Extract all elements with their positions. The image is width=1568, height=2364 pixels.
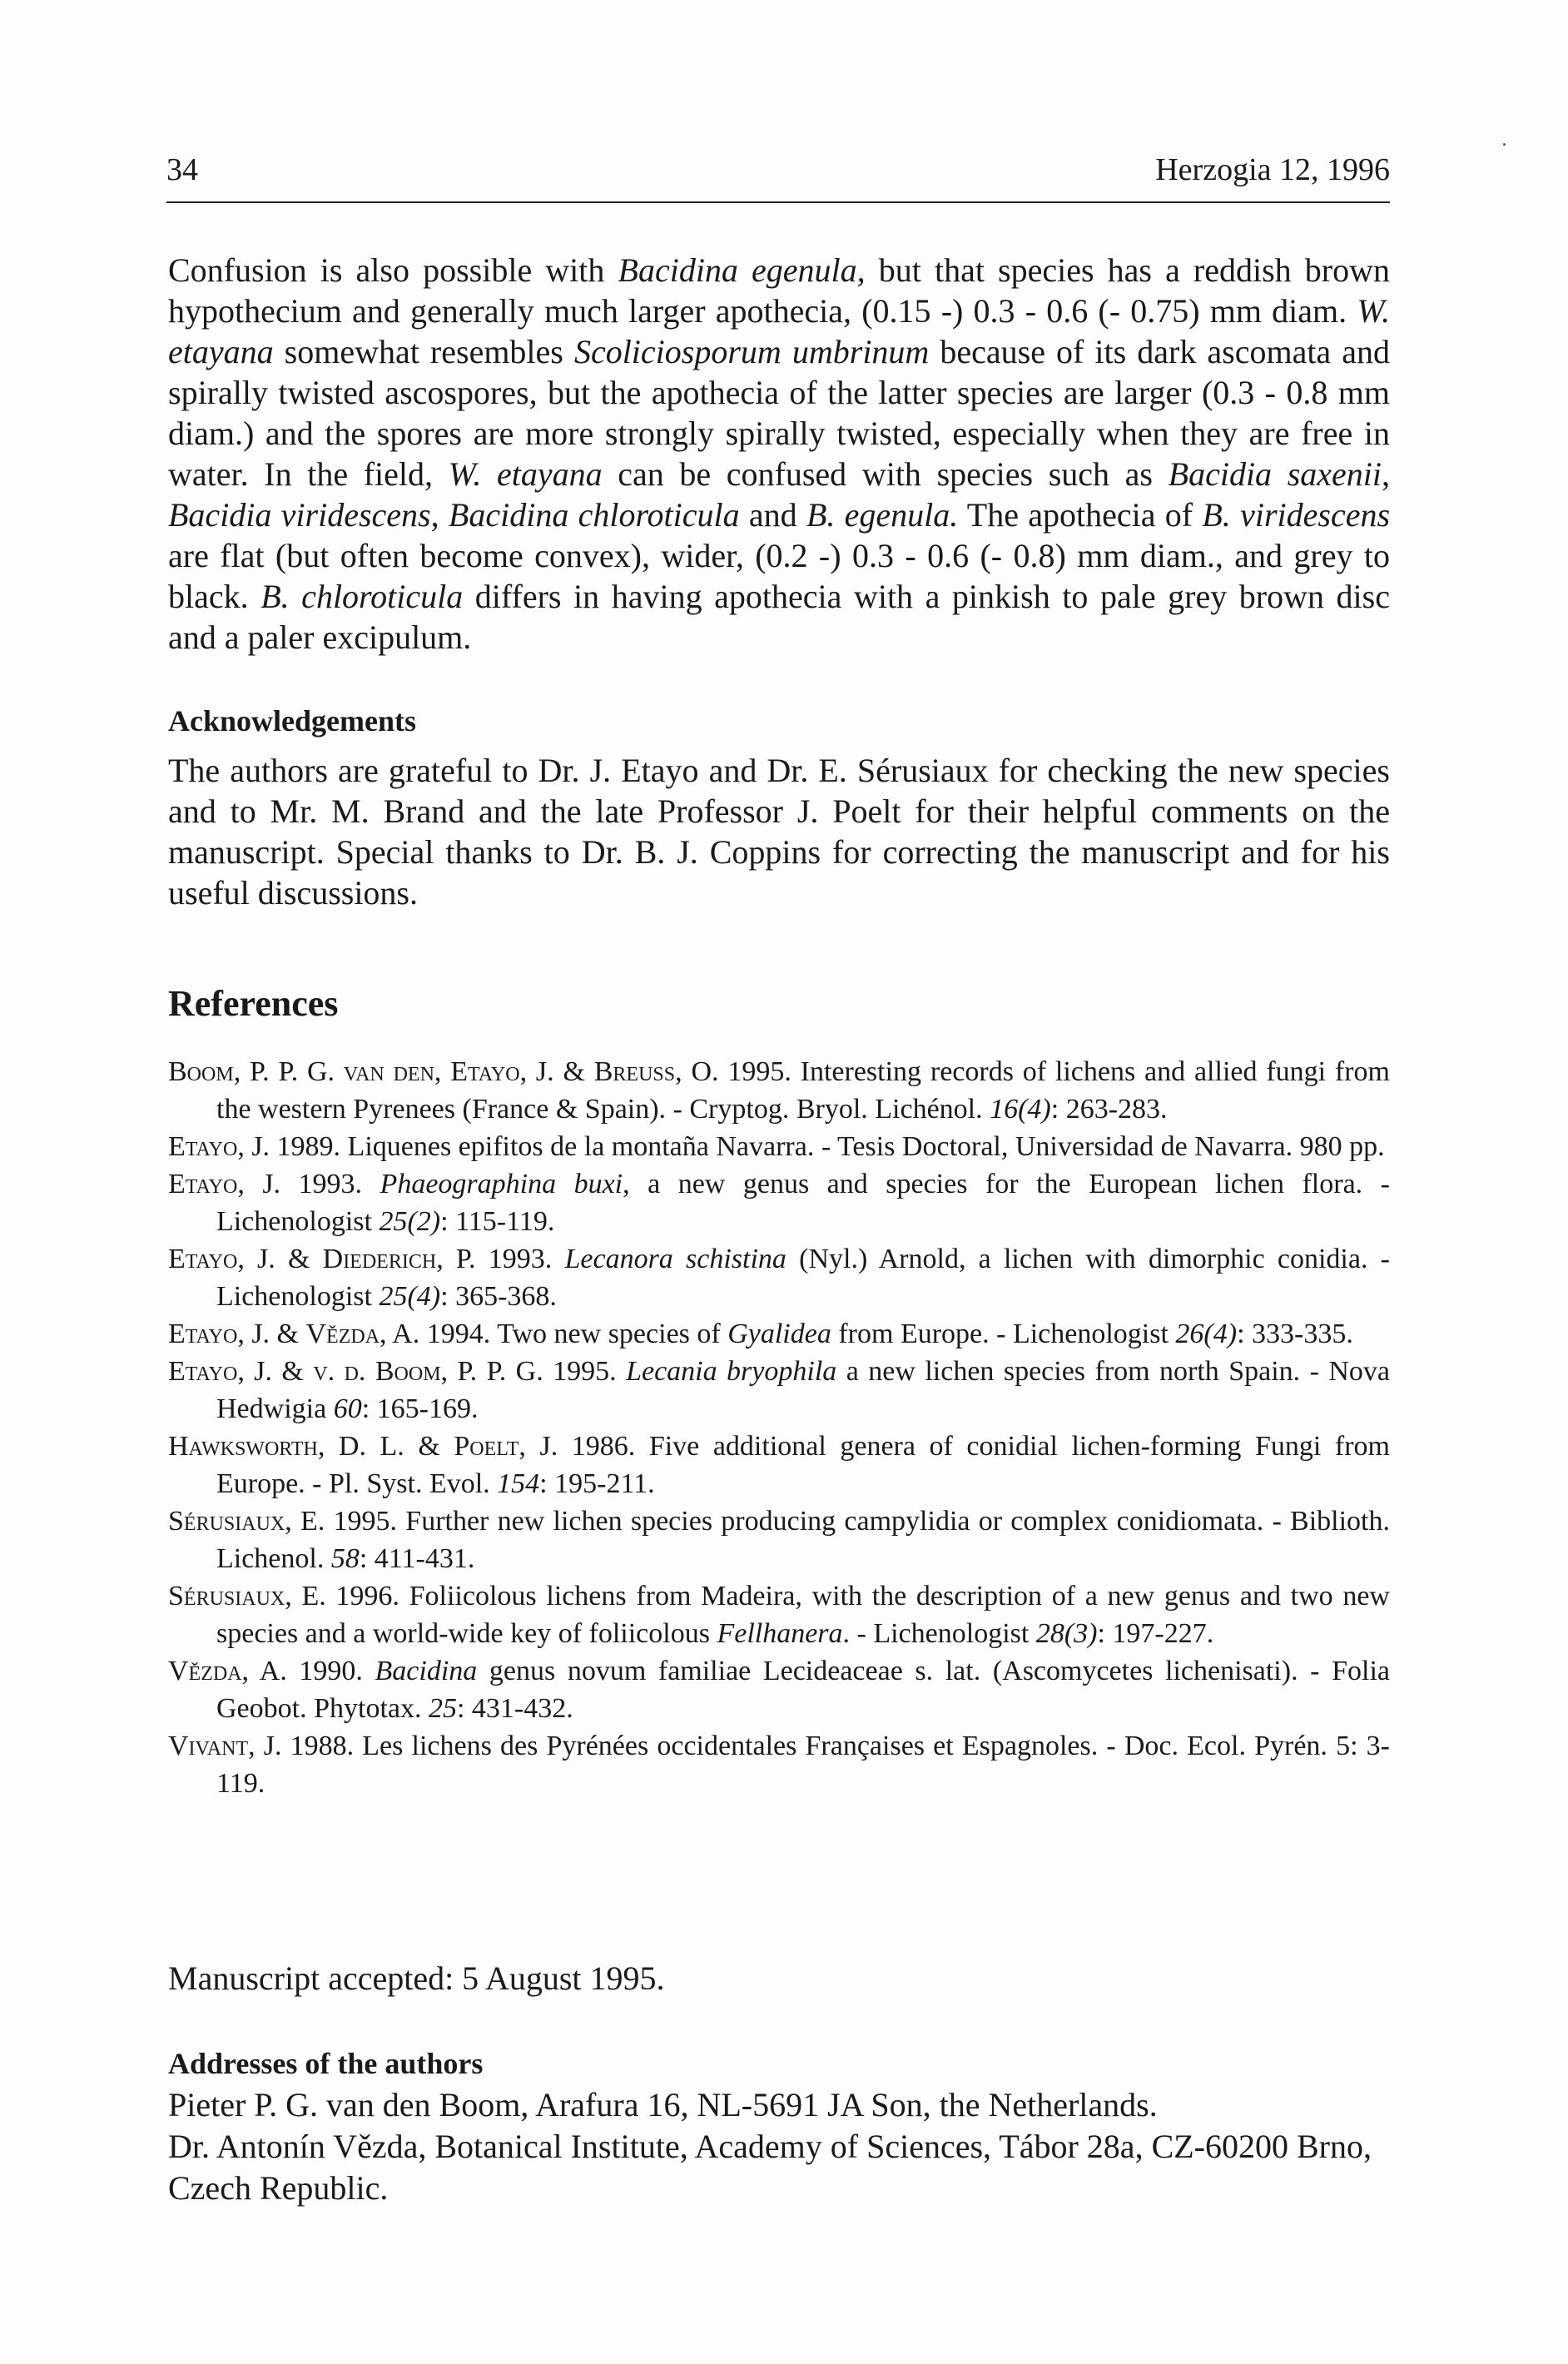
reference-item: Sérusiaux, E. 1995. Further new lichen species producing campylidia or complex conidiomata. - Biblioth. Lichenol. 58: 411-431. bbox=[168, 1506, 1390, 1574]
header-rule bbox=[166, 201, 1390, 203]
acknowledgements-heading: Acknowledgements bbox=[168, 704, 416, 738]
address-line: Dr. Antonín Vězda, Botanical Institute, Academy of Sciences, Tábor 28a, CZ-60200 Brno, Czech Republic. bbox=[168, 2128, 1372, 2207]
reference-item: Vězda, A. 1990. Bacidina genus novum familiae Lecideaceae s. lat. (Ascomycetes lichenisati). - Folia Geobot. Phytotax. 25: 431-432. bbox=[168, 1656, 1390, 1724]
manuscript-accepted-section bbox=[168, 1958, 1390, 1999]
reference-list bbox=[168, 1053, 1390, 1802]
journal-citation: Herzogia 12, 1996 bbox=[1155, 152, 1390, 187]
running-head bbox=[166, 151, 1390, 193]
acknowledgements-section bbox=[168, 703, 1390, 913]
manuscript-accepted-note: Manuscript accepted: 5 August 1995. bbox=[168, 1959, 665, 1997]
reference-item: Etayo, J. 1989. Liquenes epifitos de la montaña Navarra. - Tesis Doctoral, Universidad de Navarra. 980 pp. bbox=[168, 1131, 1385, 1162]
reference-item: Boom, P. P. G. van den, Etayo, J. & Breuss, O. 1995. Interesting records of lichens and allied fungi from the western Pyrenees (France & Spain). - Cryptog. Bryol. Lichénol. 16(4): 263-283. bbox=[168, 1056, 1391, 1125]
reference-item: Etayo, J. & Vězda, A. 1994. Two new species of Gyalidea from Europe. - Lichenologist 26(4): 333-335. bbox=[168, 1319, 1353, 1349]
reference-item: Etayo, J. & v. d. Boom, P. P. G. 1995. Lecania bryophila a new lichen species from north Spain. - Nova Hedwigia 60: 165-169. bbox=[168, 1356, 1390, 1424]
reference-item: Etayo, J. 1993. Phaeographina buxi, a new genus and species for the European lichen flora. - Lichenologist 25(2): 115-119. bbox=[168, 1169, 1390, 1237]
reference-item: Sérusiaux, E. 1996. Foliicolous lichens from Madeira, with the description of a new genus and two new species and a world-wide key of foliicolous Fellhanera. - Lichenologist 28(3): 197-227. bbox=[168, 1581, 1390, 1649]
page-number: 34 bbox=[166, 152, 198, 187]
references-section bbox=[168, 982, 1390, 1802]
acknowledgements-text: The authors are grateful to Dr. J. Etayo and Dr. E. Sérusiaux for checking the new species and to Mr. M. Brand and the late Professor J. Poelt for their helpful comments on the manuscript. Special thanks to Dr. B. J. Coppins for correcting the manuscript and for his useful discussions. bbox=[168, 752, 1390, 911]
discussion-section bbox=[168, 250, 1390, 658]
reference-item: Vivant, J. 1988. Les lichens des Pyrénées occidentales Françaises et Espagnoles. - Doc. Ecol. Pyrén. 5: 3-119. bbox=[168, 1731, 1390, 1799]
reference-item: Hawksworth, D. L. & Poelt, J. 1986. Five additional genera of conidial lichen-forming Fungi from Europe. - Pl. Syst. Evol. 154: 195-211. bbox=[168, 1431, 1390, 1499]
references-heading: References bbox=[168, 983, 339, 1024]
reference-item: Etayo, J. & Diederich, P. 1993. Lecanora schistina (Nyl.) Arnold, a lichen with dimorphic conidia. - Lichenologist 25(4): 365-368. bbox=[168, 1244, 1390, 1312]
address-line: Pieter P. G. van den Boom, Arafura 16, NL-5691 JA Son, the Netherlands. bbox=[168, 2086, 1158, 2123]
addresses-section bbox=[168, 2046, 1390, 2209]
discussion-paragraph: Confusion is also possible with Bacidina egenula, but that species has a reddish brown hypothecium and generally much larger apothecia, (0.15 -) 0.3 - 0.6 (- 0.75) mm diam. W. etayana somewhat resembles Scoliciosporum umbrinum because of its dark ascomata and spirally twisted ascospores, but the apothecia of the latter species are larger (0.3 - 0.8 mm diam.) and the spores are more strongly spirally twisted, especially when they are free in water. In the field, W. etayana can be confused with species such as Bacidia saxenii, Bacidia viridescens, Bacidina chloroticula and B. egenula. The apothecia of B. viridescens are flat (but often become convex), wider, (0.2 -) 0.3 - 0.6 (- 0.8) mm diam., and grey to black. B. chloroticula differs in having apothecia with a pinkish to pale grey brown disc and a paler excipulum. bbox=[168, 251, 1391, 656]
addresses-heading: Addresses of the authors bbox=[168, 2047, 484, 2080]
scan-speck bbox=[1503, 143, 1506, 146]
